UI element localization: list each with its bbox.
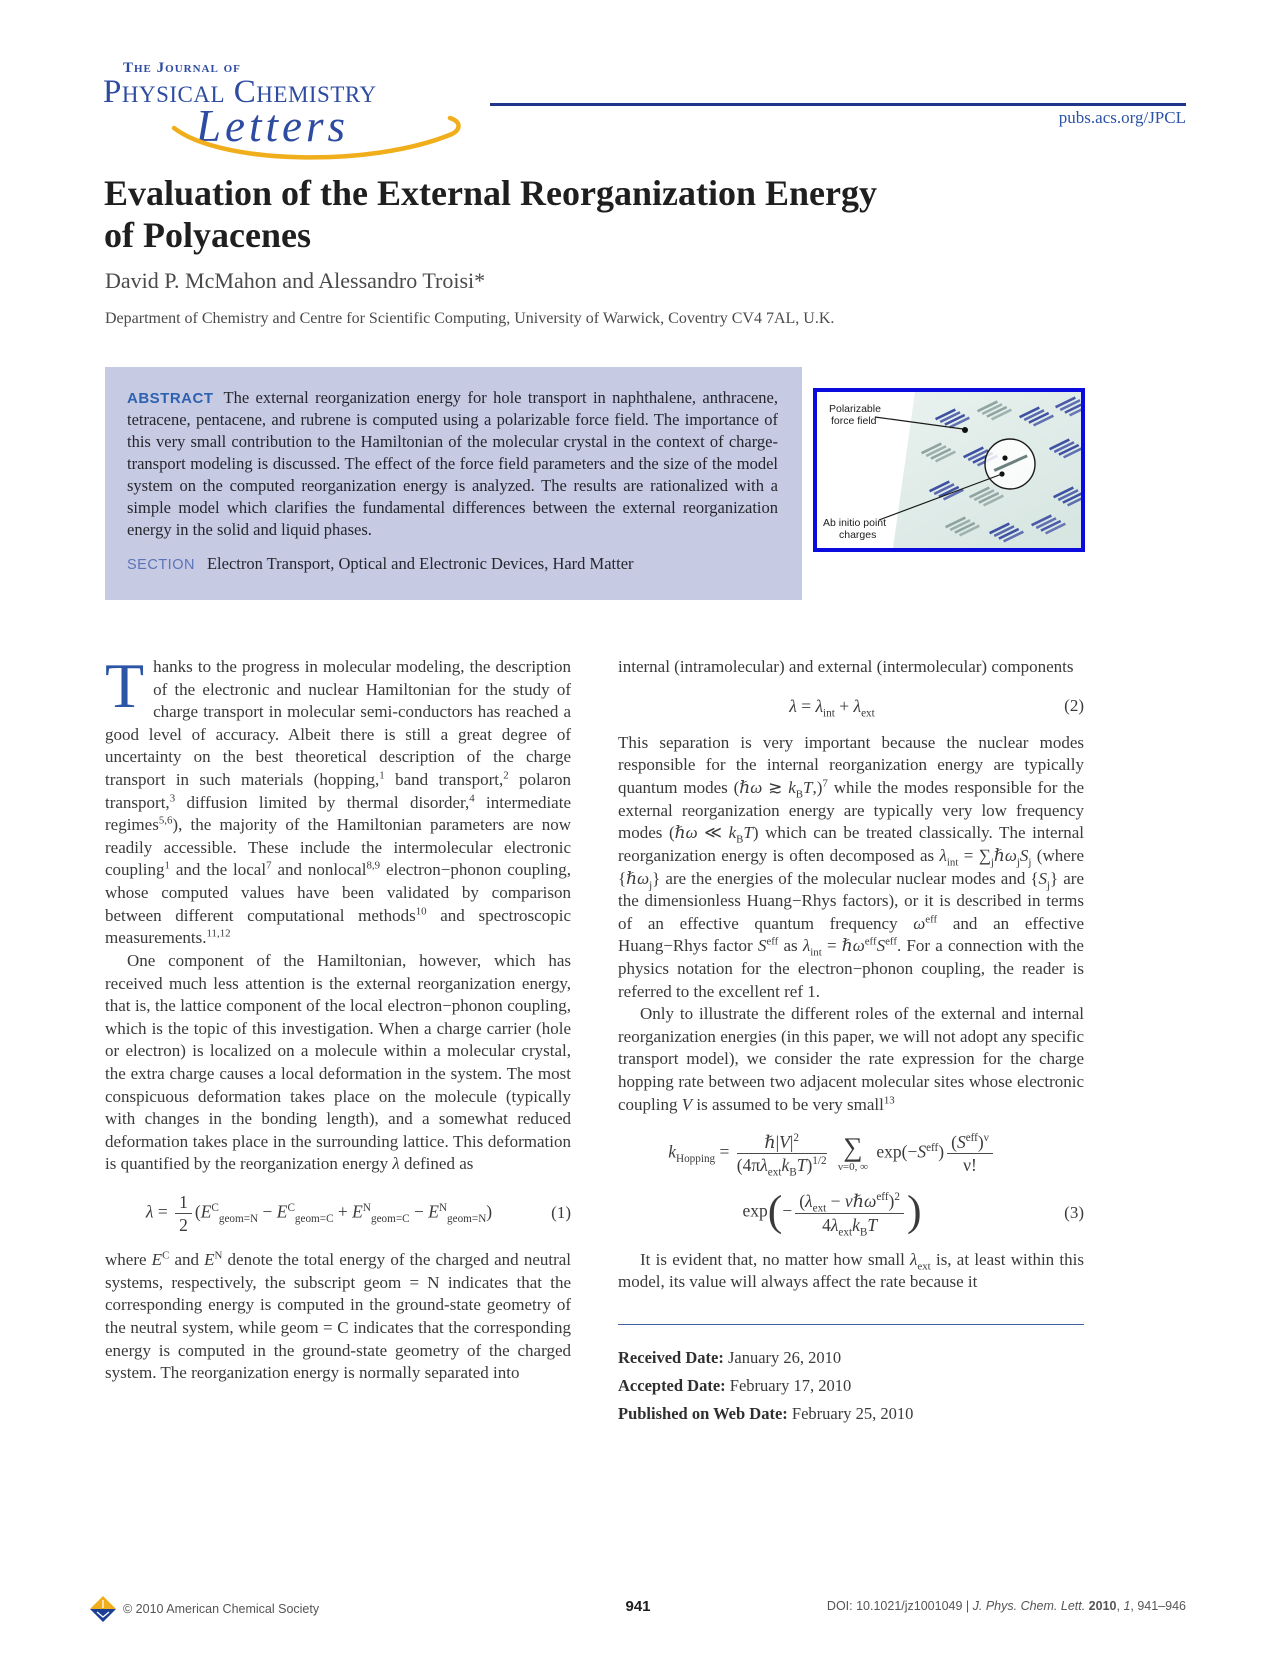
equation-3-line2 — [618, 1187, 1084, 1239]
accepted-date-line — [618, 1375, 1084, 1397]
paragraph-illustrate: Only to illustrate the different roles of the external and internal reorganization energies (in this paper, we will not adopt any specific transport model), we consider the rate expression for the charge hopping rate between two adjacent molecular sites whose electronic coupling V is assumed to be very small$^{13}$ — [618, 1004, 1084, 1114]
section-line — [127, 554, 778, 574]
section-label: SECTION — [127, 556, 195, 573]
paragraph-where: where $E^C$ and $E^N$ denote the total energy of the charged and neutral systems, respectively, the subscript geom = N indicates that the corresponding energy is computed in the ground-state geometry of the neutral system, while geom = C indicates that the corresponding energy is computed in the ground-state geometry of the charged system. The reorganization energy is normally separated into — [105, 1249, 572, 1383]
abstract-label: ABSTRACT — [127, 390, 214, 407]
equation-1 — [105, 1192, 571, 1235]
accepted-date-label: Accepted Date: — [618, 1375, 726, 1395]
doi-citation: DOI: 10.1021/jz1001049 | J. Phys. Chem. Lett. 2010, 1, 941–946 — [826, 1599, 1186, 1613]
received-date-label: Received Date: — [618, 1347, 724, 1367]
copyright-text: © 2010 American Chemical Society — [123, 1602, 320, 1616]
received-date-line — [618, 1347, 1084, 1369]
published-date-value: February 25, 2010 — [791, 1403, 914, 1423]
logo-swoosh-icon — [160, 112, 490, 170]
equation-1-number: (1) — [551, 1203, 571, 1223]
paragraph-components: internal (intramolecular) and external (intermolecular) components — [618, 657, 1074, 676]
figure-label-polarizable-2: force field — [831, 415, 877, 427]
page-title: Evaluation of the External Reorganization Energy of Polyacenes — [104, 173, 877, 256]
journal-name-main: Physical Chemistry — [103, 74, 377, 110]
journal-url-link[interactable]: pubs.acs.org/JPCL — [1058, 108, 1186, 127]
header-rule — [490, 103, 1186, 106]
abstract-figure — [813, 388, 1085, 552]
page-footer — [90, 1592, 1186, 1626]
equation-3-number: (3) — [1064, 1202, 1084, 1222]
left-column — [105, 650, 572, 1431]
equation-2-number: (2) — [1064, 695, 1084, 715]
paragraph-intro-text: hanks to the progress in molecular modeling, the description of the electronic and nuclear Hamiltonian for the study of charge transport in molecular semi-conductors has reached a good level of accuracy. Albeit there is still a great degree of uncertainty on the best theoretical description of the charge transport in such materials (hopping,$^1$ band transport,$^2$ polaron transport,$^3$ diffusion limited by thermal disorder,$^4$ intermediate regimes$^{5,6}$), the majority of the Hamiltonian parameters are now readily accessible. These include the intermolecular electronic coupling$^1$ and the local$^7$ and nonlocal$^{8,9}$ electron−phonon coupling, whose computed values have been validated by comparison between different computational methods$^{10}$ and spectroscopic measurements.$^{11,12}$ — [105, 657, 572, 948]
published-date-line — [618, 1403, 1084, 1425]
affiliation-line: Department of Chemistry and Centre for Scientific Computing, University of Warwick, Coventry CV4 7AL, U.K. — [105, 310, 835, 327]
paragraph-separation: This separation is very important because the nuclear modes responsible for the internal reorganization energy are typically quantum modes (ℏω ≳ $k_BT,)^7$ while the modes responsible for the external reorganization energy are typically very low frequency modes (ℏω ≪ $k_BT$) which can be treated classically. The internal reorganization energy is often decomposed as $\lambda_{int}$ = $\sum_j\hbar\omega_jS_j$ (where {ℏω$_j$} are the energies of the molecular nuclear modes and $\{S_j\}$ are the dimensionless Huang−Rhys factors), or it is described in terms of an effective quantum frequency $\omega^{eff}$ and an effective Huang−Rhys factor $S^{eff}$ as $\lambda_{int}$ = $\hbar\omega^{eff}S^{eff}$. For a connection with the physics notation for the electron−phonon coupling, the reader is referred to the excellent ref 1. — [618, 732, 1084, 1001]
journal-name-letters: Letters — [196, 101, 350, 151]
equation-3-line1-body: $k_{Hopping}$ = $\frac{\hbar|V|^2}{(4\pi\lambda_{ext}k_BT)^{1/2}}$ ∑ ν=0, ∞ $\exp(-S^{eff})$ $\frac{(S^{eff})^\nu}{\nu!}$ — [618, 1132, 1046, 1175]
abstract-text: The external reorganization energy for hole transport in naphthalene, anthracene, tetracene, pentacene, and rubrene is computed using a polarizable force field. The importance of this very small contribution to the Hamiltonian of the molecular crystal in the context of charge-transport modeling is discussed. The effect of the force field parameters and the size of the model system on the computed reorganization energy is analyzed. The results are rationalized with a simple model which clarifies the fundamental differences between the external reorganization energy in the solid and liquid phases. — [127, 388, 778, 539]
section-text: Electron Transport, Optical and Electronic Devices, Hard Matter — [206, 553, 634, 573]
dropcap: T — [105, 650, 145, 721]
equation-3-line2-body: exp(− $\frac{(\lambda_{ext} - \nu\hbar\omega^{eff})^2}{4\lambda_{ext}k_BT}$ ) — [742, 1187, 922, 1239]
equation-2 — [618, 695, 1084, 718]
authors-line: David P. McMahon and Alessandro Troisi* — [105, 268, 486, 293]
figure-label-abinitio-1: Ab initio point — [823, 517, 887, 529]
abstract-paragraph — [127, 387, 778, 541]
equation-2-body: $\lambda = \lambda_{int} + \lambda_{ext}$ — [789, 695, 875, 720]
page-number: 941 — [625, 1598, 651, 1615]
figure-label-abinitio-2: charges — [839, 529, 877, 541]
equation-1-body: λ = $\frac{1}{2}$ $(E^C_{geom=N} - E^C_{geom=C} + E^N_{geom=C} - E^N_{geom=N})$ — [145, 1192, 493, 1236]
abstract-box — [105, 367, 802, 600]
abstract-figure-art — [817, 392, 1081, 548]
paragraph-one-component: One component of the Hamiltonian, however, which has received much less attention is the external reorganization energy, that is, the lattice component of the local electron−phonon coupling, which is the topic of this investigation. When a charge carrier (hole or electron) is localized on a molecule within a molecular crystal, the extra charge causes a local deformation in the system. The most conspicuous deformation takes place on the molecule (typically with changes in the bonding length), and a somewhat reduced deformation takes place in the surrounding lattice. This deformation is quantified by the reorganization energy λ defined as — [105, 950, 571, 1174]
received-date-value: January 26, 2010 — [727, 1347, 842, 1367]
paragraph-evident: It is evident that, no matter how small $\lambda_{ext}$ is, at least within this model, its value will always affect the rate because it — [618, 1249, 1084, 1292]
body-columns — [105, 650, 1085, 1431]
figure-label-polarizable-1: Polarizable — [829, 403, 881, 415]
right-column — [618, 656, 1084, 1431]
journal-name-top: The Journal of — [123, 60, 241, 76]
accepted-date-value: February 17, 2010 — [729, 1375, 852, 1395]
published-date-label: Published on Web Date: — [618, 1403, 788, 1423]
dates-block — [618, 1324, 1084, 1425]
paragraph-intro — [105, 650, 572, 950]
equation-3-line1 — [618, 1132, 1084, 1179]
